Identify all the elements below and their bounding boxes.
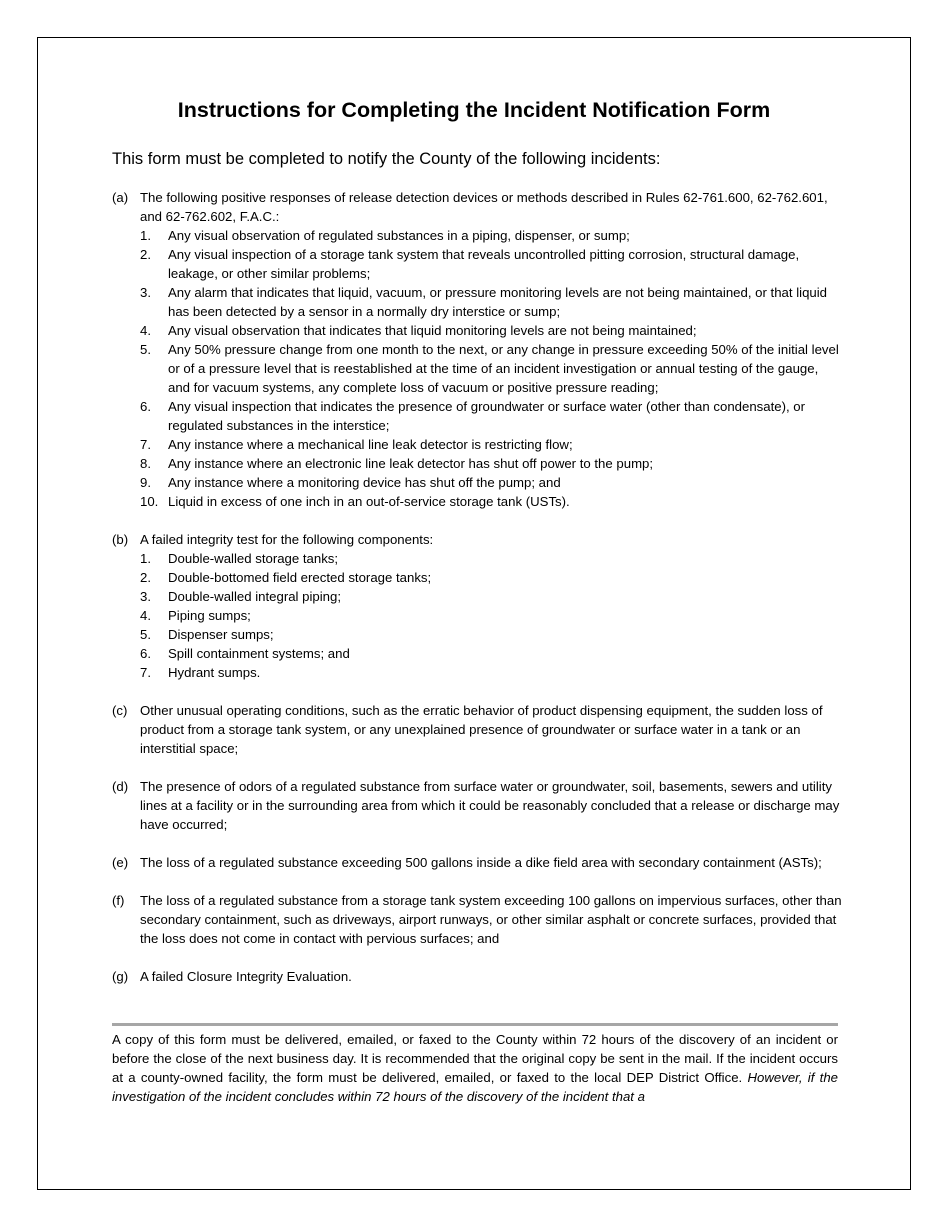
subitem-text: Any visual observation of regulated substances in a piping, dispenser, or sump; [168,228,630,243]
list-item [140,473,842,492]
subitem-number: 4. [140,608,151,623]
list-item [140,587,842,606]
subitem-number: 7. [140,665,151,680]
list-item [140,492,842,511]
subitem-text: Double-bottomed field erected storage tanks; [168,570,432,585]
item-text: A failed integrity test for the following components: [140,532,434,547]
subitem-text: Double-walled storage tanks; [168,551,339,566]
subitem-text: Any 50% pressure change from one month to the next, or any change in pressure exceeding 50% of the initial level or of a pressure level that is reestablished at the time of an incident investigation or annual testing of the gauge, and for vacuum systems, any complete loss of vacuum or positive pressure reading; [168,342,839,395]
subitem-list [140,226,842,511]
subitem-number: 5. [140,627,151,642]
item-label: (e) [112,855,129,870]
item-label: (a) [112,190,129,205]
item-label: (d) [112,779,129,794]
item-label: (f) [112,893,125,908]
subitem-text: Any alarm that indicates that liquid, vacuum, or pressure monitoring levels are not being maintained, or that liquid has been detected by a sensor in a normally dry interstice or sump; [168,285,827,319]
incident-list [112,188,842,1005]
footer-italic-text: However, if the investigation of the incident concludes within 72 hours of the discovery of the incident that a [112,1070,838,1104]
incident-item-b [112,530,842,682]
subitem-number: 7. [140,437,151,452]
list-item [140,549,842,568]
item-text: A failed Closure Integrity Evaluation. [140,969,352,984]
subitem-text: Any visual observation that indicates that liquid monitoring levels are not being maintained; [168,323,697,338]
list-item [140,435,842,454]
item-text: The loss of a regulated substance exceeding 500 gallons inside a dike field area with secondary containment (ASTs); [140,855,822,870]
subitem-text: Liquid in excess of one inch in an out-of-service storage tank (USTs). [168,494,570,509]
subitem-text: Any instance where a mechanical line leak detector is restricting flow; [168,437,573,452]
subitem-number: 1. [140,228,151,243]
page-title: Instructions for Completing the Incident Notification Form [177,98,771,122]
subitem-number: 1. [140,551,151,566]
subitem-text: Any instance where a monitoring device has shut off the pump; and [168,475,561,490]
list-item [140,606,842,625]
subitem-number: 3. [140,589,151,604]
item-text: The following positive responses of release detection devices or methods described in Rules 62-761.600, 62-762.601, and 62-762.602, F.A.C.: [140,190,828,224]
subitem-number: 6. [140,646,151,661]
incident-item-e [112,853,842,872]
subitem-number: 4. [140,323,151,338]
subitem-text: Spill containment systems; and [168,646,350,661]
footer-paragraph [112,1030,838,1106]
page-frame [37,37,911,1190]
subitem-text: Hydrant sumps. [168,665,261,680]
subitem-number: 5. [140,342,151,357]
list-item [140,321,842,340]
subitem-number: 8. [140,456,151,471]
subitem-text: Any visual inspection of a storage tank system that reveals uncontrolled pitting corrosion, structural damage, leakage, or other similar problems; [168,247,800,281]
subitem-list [140,549,842,682]
list-item [140,644,842,663]
subitem-number: 6. [140,399,151,414]
subitem-text: Piping sumps; [168,608,251,623]
item-text: The loss of a regulated substance from a storage tank system exceeding 100 gallons on impervious surfaces, other than secondary containment, such as driveways, airport runways, or other similar asphalt or concrete surfaces, provided that the loss does not come in contact with pervious surfaces; and [140,893,842,946]
list-item [140,245,842,283]
list-item [140,663,842,682]
intro-text: This form must be completed to notify the County of the following incidents: [112,150,661,168]
incident-item-g [112,967,842,986]
item-label: (g) [112,969,129,984]
section-divider [112,1023,838,1026]
incident-item-a [112,188,842,511]
subitem-text: Double-walled integral piping; [168,589,342,604]
subitem-text: Any visual inspection that indicates the presence of groundwater or surface water (other than condensate), or regulated substances in the interstice; [168,399,806,433]
subitem-number: 10. [140,494,159,509]
list-item [140,625,842,644]
list-item [140,226,842,245]
subitem-text: Dispenser sumps; [168,627,274,642]
subitem-number: 2. [140,570,151,585]
list-item [140,283,842,321]
incident-item-d [112,777,842,834]
item-label: (c) [112,703,128,718]
list-item [140,454,842,473]
subitem-number: 2. [140,247,151,262]
list-item [140,340,842,397]
subitem-number: 9. [140,475,151,490]
footer-text: A copy of this form must be delivered, emailed, or faxed to the County within 72 hours of the discovery of an incident or before the close of the next business day. It is recommended that the original copy be sent in the mail. If the incident occurs at a county-owned facility, the form must be delivered, emailed, or faxed to the local DEP District Office. [112,1032,838,1085]
list-item [140,397,842,435]
subitem-text: Any instance where an electronic line leak detector has shut off power to the pump; [168,456,654,471]
incident-item-c [112,701,842,758]
item-label: (b) [112,532,129,547]
list-item [140,568,842,587]
subitem-number: 3. [140,285,151,300]
item-text: The presence of odors of a regulated substance from surface water or groundwater, soil, basements, sewers and utility lines at a facility or in the surrounding area from which it could be reasonably concluded that a release or discharge may have occurred; [140,779,840,832]
item-text: Other unusual operating conditions, such as the erratic behavior of product dispensing equipment, the sudden loss of product from a storage tank system, or any unexplained presence of groundwater or surface water in a tank or an interstitial space; [140,703,823,756]
incident-item-f [112,891,842,948]
